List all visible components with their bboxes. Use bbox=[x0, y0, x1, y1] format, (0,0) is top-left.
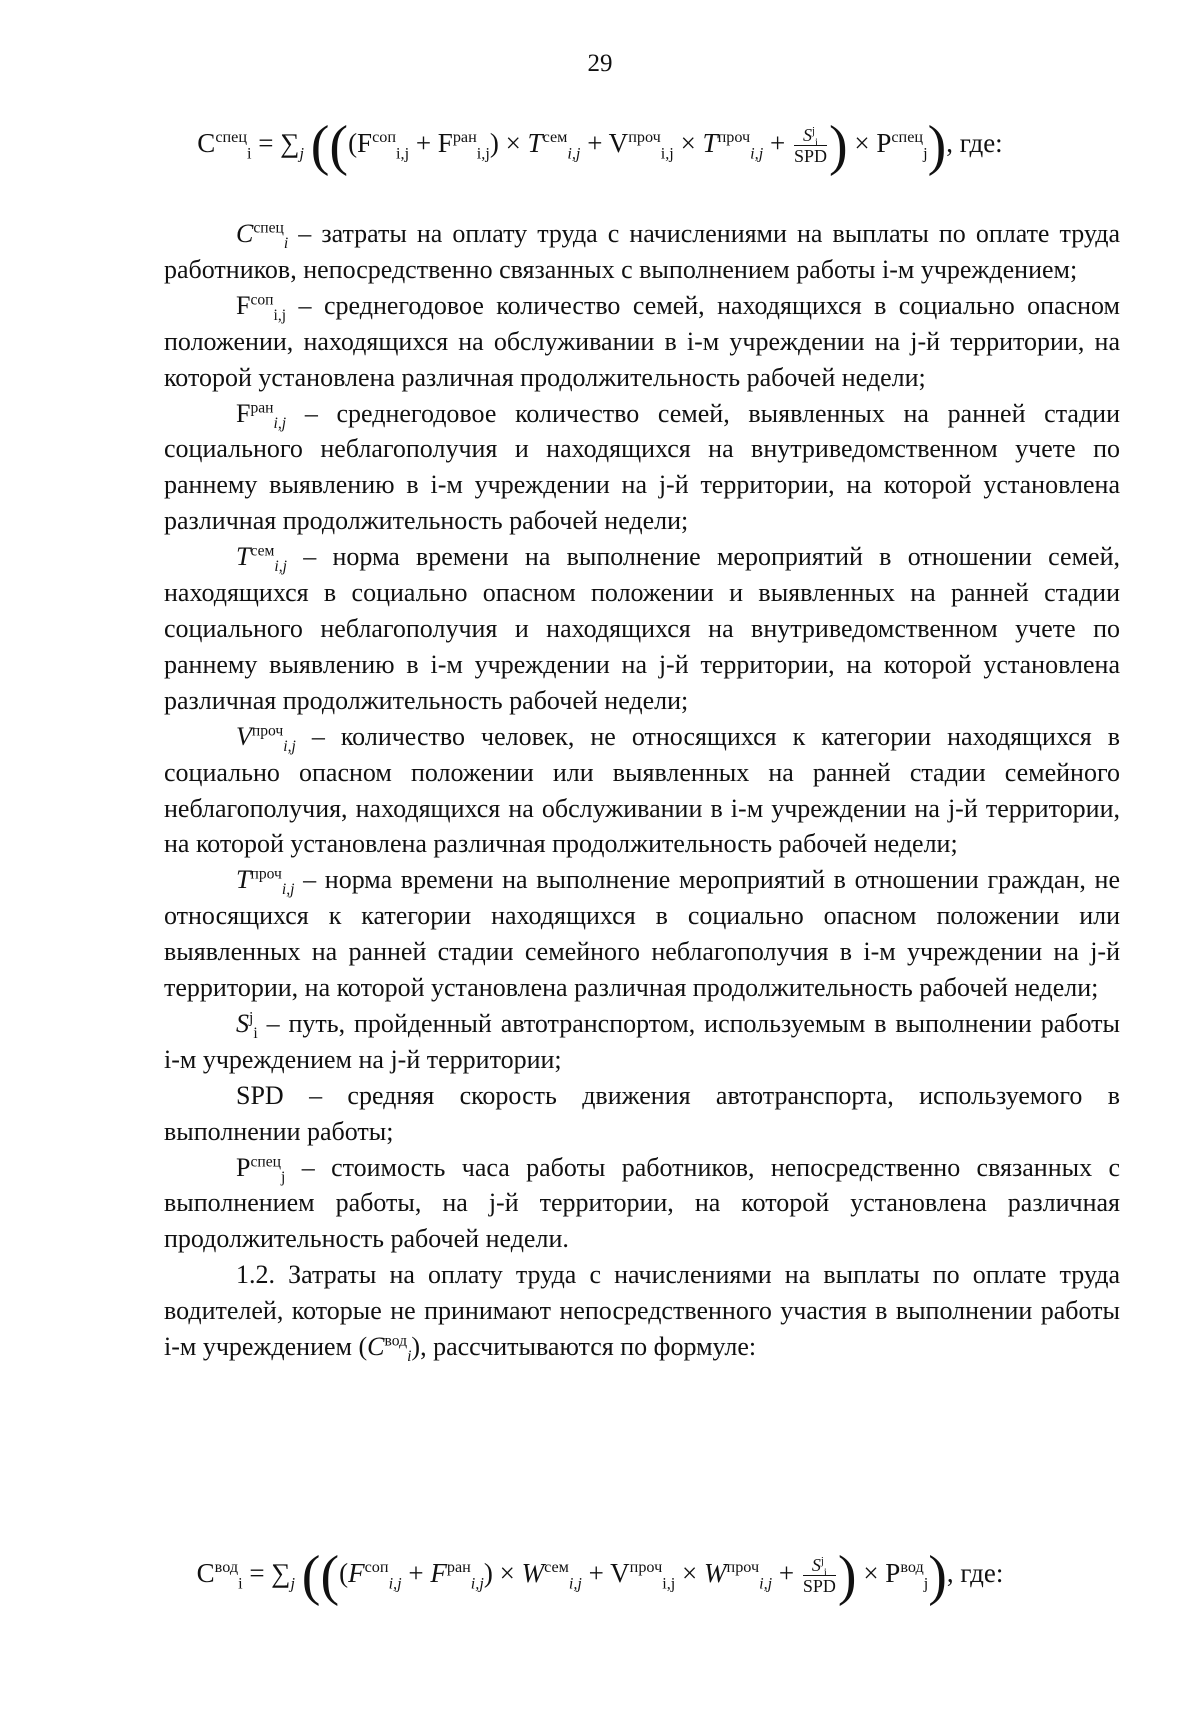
formula-spec-costs: $C^{спец}_i = \sum_j$ (($(F^{соп}_{i,j} + F^{ран}_{i,j}) \times T^{сем}_{i,j} + V^{проч}_{i,j} \times T^{проч}_{i,j}$ + $\frac{S^j_i}{\text{SPD}}$ ) × $P^{спец}_j$), где: bbox=[197, 115, 1003, 177]
formula-fraction: $\frac{S^j_i}{\text{SPD}}$ bbox=[793, 125, 827, 167]
page-number: 29 bbox=[587, 50, 613, 77]
definition-item: $F^{соп}_{i,j}$ – среднегодовое количество семей, находящихся в социально опасном положении, находящихся на обслуживании в i-м учреждении на j-й территории, на которой установлена различная продолжительность рабочей недели; bbox=[164, 290, 1120, 392]
formula-fraction: $\frac{S^j_i}{\text{SPD}}$ bbox=[802, 1555, 836, 1597]
formula-driver-costs: $C^{вод}_i = \sum_j$ (($(F^{соп}_{i,j} + F^{ран}_{i,j}) \times W^{сем}_{i,j} + V^{проч}_{i,j} \times W^{проч}_{i,j}$ + $\frac{S^j_i}{\text{SPD}}$ ) × $P^{вод}_j$), где: bbox=[196, 1545, 1004, 1607]
formula-lhs: $C^{спец}_i$ bbox=[197, 128, 252, 163]
definition-item: SPD – средняя скорость движения автотранспорта, используемого в выполнении работы; bbox=[164, 1080, 1120, 1146]
definition-item: $V^{проч}_{i,j}$ – количество человек, не относящихся к категории находящихся в социально опасном положении или выявленных на ранней стадии семейного неблагополучия, находящихся на обслуживании в i-м учреждении на j-й территории, на которой установлена различная продолжительность рабочей недели; bbox=[164, 721, 1120, 859]
body-text bbox=[164, 216, 1120, 1365]
definition-item: $T^{проч}_{i,j}$ – норма времени на выполнение мероприятий в отношении граждан, не относящихся к категории находящихся в социально опасном положении или выявленных на ранней стадии семейного неблагополучия в i-м учреждении на j-й территории, на которой установлена различная продолжительность рабочей недели; bbox=[164, 865, 1120, 1003]
definition-item: $F^{ран}_{i,j}$ – среднегодовое количество семей, выявленных на ранней стадии социального неблагополучия и находящихся на внутриведомственном учете по раннему выявлению в i-м учреждении на j-й территории, на которой установлена различная продолжительность рабочей недели; bbox=[164, 398, 1120, 536]
section-paragraph: 1.2. Затраты на оплату труда с начислениями на выплаты по оплате труда водителей, которые не принимают непосредственного участия в выполнении работы i-м учреждением $(C^{вод}_i)$, рассчитываются по формуле: bbox=[164, 1260, 1120, 1366]
definition-item: $C^{спец}_i$ – затраты на оплату труда с начислениями на выплаты по оплате труда работников, непосредственно связанных с выполнением работы i-м учреждением; bbox=[164, 219, 1120, 284]
definition-item: $T^{сем}_{i,j}$ – норма времени на выполнение мероприятий в отношении семей, находящихся в социально опасном положении и выявленных на ранней стадии социального неблагополучия и находящихся на внутриведомственном учете по раннему выявлению в i-м учреждении на j-й территории, на которой установлена различная продолжительность рабочей недели; bbox=[164, 542, 1120, 715]
definition-item: $P^{спец}_j$ – стоимость часа работы работников, непосредственно связанных с выполнением работы, на j-й территории, на которой установлена различная продолжительность рабочей недели. bbox=[164, 1152, 1120, 1254]
definition-item: $S^j_i$ – путь, пройденный автотранспортом, используемым в выполнении работы i-м учреждением на j-й территории; bbox=[164, 1008, 1120, 1074]
formula-lhs: $C^{вод}_i$ bbox=[196, 1558, 243, 1593]
